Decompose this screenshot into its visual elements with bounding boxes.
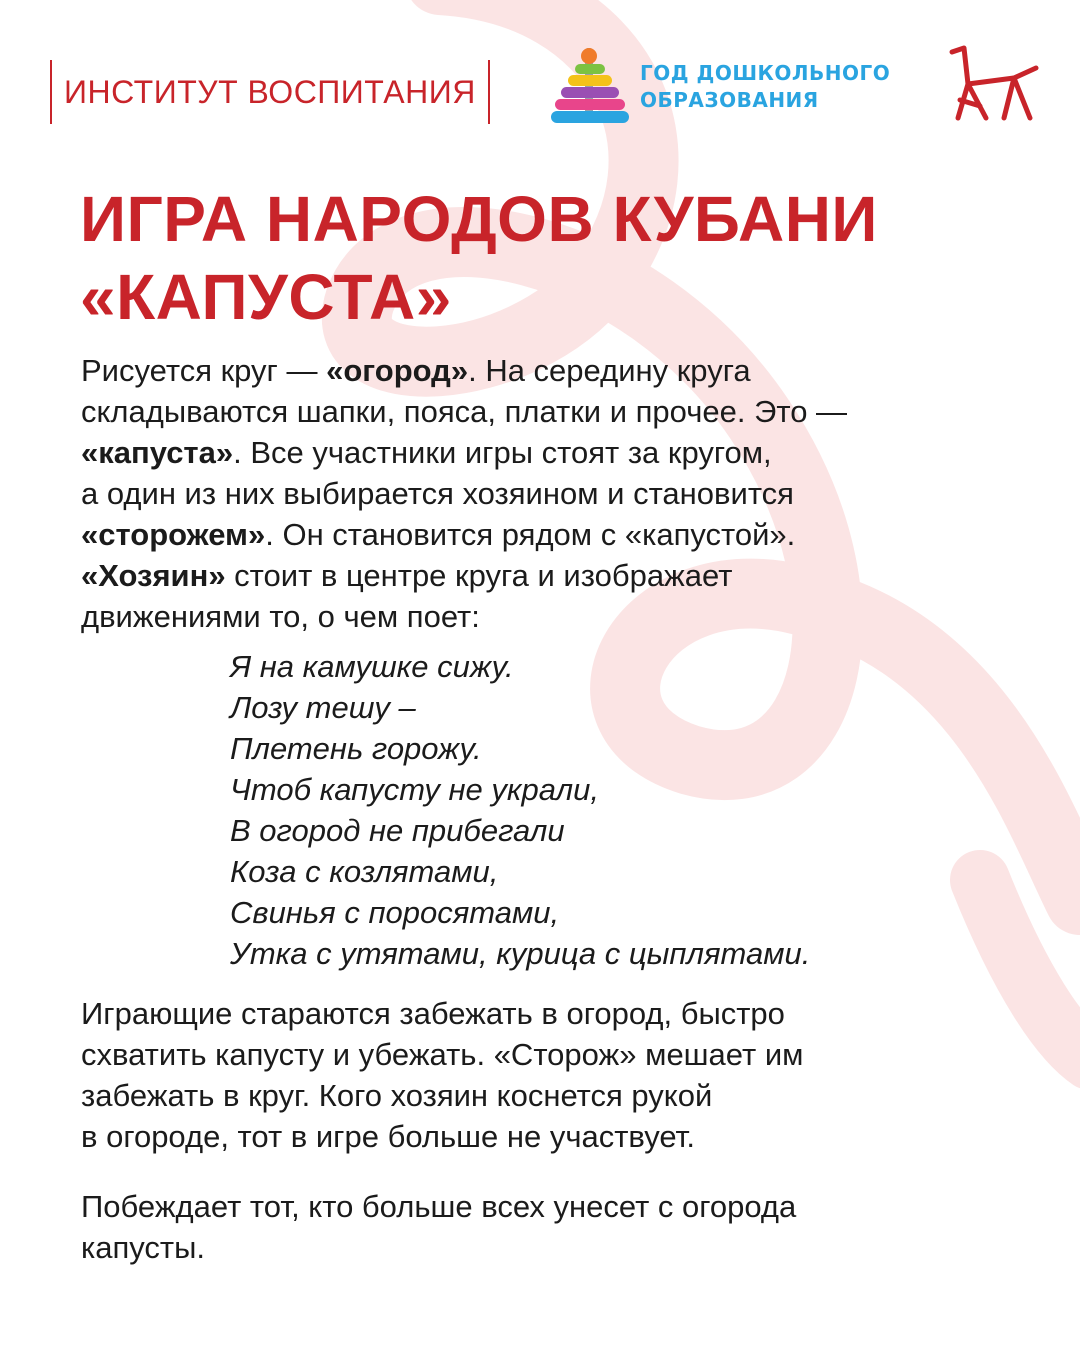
verse-line: Свинья с поросятами, (230, 895, 560, 930)
horse-logo-icon (946, 44, 1042, 124)
org-name: ИНСТИТУТ ВОСПИТАНИЯ (64, 73, 476, 110)
page-title (80, 180, 1020, 336)
text-line: движениями то, о чем поет: (81, 599, 480, 634)
text-line: капусты. (81, 1230, 206, 1265)
song-verse (230, 646, 990, 974)
year-title-line2: ОБРАЗОВАНИЯ (640, 88, 819, 112)
keyword-storozh: «сторожем» (81, 517, 266, 552)
text-line: схватить капусту и убежать. «Сторож» мешает им (81, 1037, 804, 1072)
text-line: забежать в круг. Кого хозяин коснется рукой (81, 1078, 713, 1113)
year-title (640, 60, 890, 114)
page-title-line1: ИГРА НАРОДОВ КУБАНИ (80, 183, 878, 255)
rules-paragraph (81, 993, 1041, 1157)
text-line: в огороде, тот в игре больше не участвует. (81, 1119, 695, 1154)
text-line: «сторожем». Он становится рядом с «капустой». (81, 517, 796, 552)
text-line: складываются шапки, пояса, платки и прочее. Это — (81, 394, 848, 429)
keyword-kapusta: «капуста» (81, 435, 234, 470)
text-line: Играющие стараются забежать в огород, быстро (81, 996, 785, 1031)
text-line: Рисуется круг — «огород». На середину круга (81, 353, 751, 388)
verse-line: Я на камушке сижу. (230, 649, 514, 684)
intro-paragraph (81, 350, 1041, 637)
verse-line: В огород не прибегали (230, 813, 565, 848)
text-line: а один из них выбирается хозяином и становится (81, 476, 794, 511)
header-org (50, 60, 490, 124)
pyramid-toy-icon (549, 46, 631, 126)
year-title-line1: ГОД ДОШКОЛЬНОГО (640, 61, 891, 85)
verse-line: Плетень горожу. (230, 731, 482, 766)
divider-right (488, 60, 490, 124)
keyword-hozyain: «Хозяин» (81, 558, 226, 593)
text-line: «капуста». Все участники игры стоят за кругом, (81, 435, 772, 470)
verse-line: Утка с утятами, курица с цыплятами. (230, 936, 811, 971)
text-line: Побеждает тот, кто больше всех унесет с огорода (81, 1189, 797, 1224)
verse-line: Лозу тешу – (230, 690, 416, 725)
text-line: «Хозяин» стоит в центре круга и изображает (81, 558, 733, 593)
outcome-paragraph (81, 1186, 1041, 1268)
verse-line: Чтоб капусту не украли, (230, 772, 600, 807)
page-title-line2: «КАПУСТА» (80, 261, 452, 333)
keyword-ogorod: «огород» (326, 353, 469, 388)
verse-line: Коза с козлятами, (230, 854, 499, 889)
